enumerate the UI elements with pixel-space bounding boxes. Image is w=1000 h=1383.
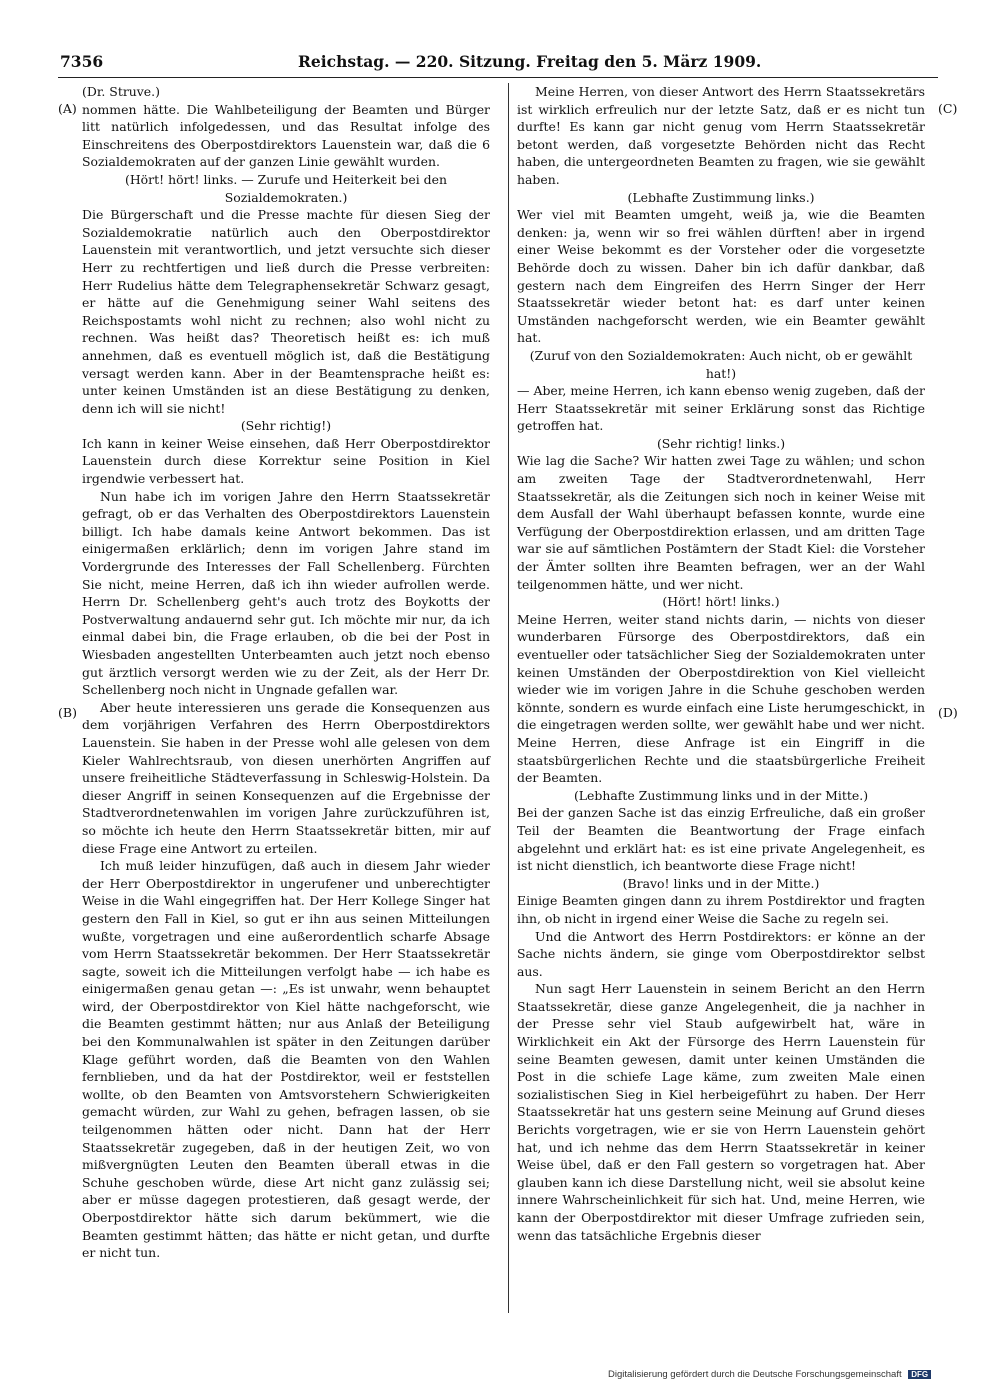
interjection: (Lebhafte Zustimmung links.) [627,189,815,205]
paragraph: Wer viel mit Beamten umgeht, weiß ja, wie die Beamten denken: ja, wenn wir so frei wählen dürften! aber in irgend einer Weise bekommt es der Vorsteher oder die vorgesetzte Behörde doch zu wissen. Daher bin ich dafür dankbar, daß gestern nach dem Eingreifen des Herrn Singer der Herr Staatssekretär wieder betont hat: es darf unter keinen Umständen nachgeforscht werden, wie ein Beamter gewählt hat. [517,207,925,346]
margin-mark-a: (A) [58,101,77,116]
header-rule [58,77,938,78]
interjection: (Bravo! links und in der Mitte.) [622,875,820,891]
interjection: (Hört! hört! links.) [662,594,780,610]
dfg-logo: DFG [908,1370,931,1379]
paragraph: Ich kann in keiner Weise einsehen, daß Herr Oberpostdirektor Lauenstein durch diese Korrektur seine Position in Kiel irgendwie verbessert hat. [82,435,490,487]
margin-mark-d: (D) [938,705,958,720]
speaker-name: (Dr. Struve.) [82,84,160,99]
footer-credit: Digitalisierung gefördert durch die Deutsche Forschungsgemeinschaft [608,1369,902,1380]
page-header [60,52,940,74]
paragraph: Meine Herren, von dieser Antwort des Herrn Staatssekretärs ist wirklich erfreulich nur der letzte Satz, daß er es nicht tun durfte! Es kann gar nicht genug vom Herrn Staatssekretär betont werden, daß vorgesetzte Behörden nicht das Recht haben, die untergeordneten Beamten zu fragen, wie sie gewählt haben. [517,84,925,187]
column-separator [508,83,509,1313]
paragraph: Wie lag die Sache? Wir hatten zwei Tage zu wählen; und schon am zweiten Tage der Stadtverordnetenwahl, Herr Staatssekretär, als die Zeitungen sich noch in keiner Weise mit dem Ausfall der Wahl überhaupt befassen konnte, wurde eine Verfügung der Oberpostdirektion erlassen, und am dritten Tage war sie auf sämtlichen Postämtern der Stadt Kiel: die Vorsteher der Ämter sollten ihre Beamten befragen, wer an der Wahl teilgenommen hätte, und wer nicht. [517,453,925,592]
right-column [517,83,925,1244]
paragraph: Bei der ganzen Sache ist das einzig Erfreuliche, daß ein großer Teil der Beamten die Beantwortung der Frage einfach abgelehnt und erklärt hat: es ist eine private Angelegenheit, es ist nicht dienstlich, ich beantworte diese Frage nicht! [517,805,925,874]
paragraph: Einige Beamten gingen dann zu ihrem Postdirektor und fragten ihn, ob nicht in irgend einer Weise die Sache zu regeln sei. [517,893,925,926]
footer [608,1369,982,1383]
margin-mark-c: (C) [938,101,958,116]
paragraph: Und die Antwort des Herrn Postdirektors: er könne an der Sache nichts ändern, sie ginge vom Oberpostdirektor selbst aus. [517,928,925,979]
margin-mark-b: (B) [58,705,77,720]
paragraph: Ich muß leider hinzufügen, daß auch in diesem Jahr wieder der Herr Oberpostdirektor in ungerufener und unberechtigter Weise in die Wahl eingegriffen hat. Der Herr Kollege Singer hat gestern den Fall in Kiel, so gut er ihn aus seinen Mitteilungen wußte, vorgetragen und eine außerordentlich scharfe Absage vom Herrn Staatssekretär bekommen. Der Herr Staatssekretär sagte, soweit ich die Mitteilungen verfolgt habe — ich habe es einigermaßen genau getan —: „Es ist unwahr, wenn behauptet wird, der Oberpostdirektor von Kiel hätte nachgeforscht, wie die Beamten gestimmt hätten; nur aus Anlaß der Beteiligung bei den Kommunalwahlen ist später in den Zeitungen darüber Klage geführt worden, daß die Beamten von den Wahlen fernblieben, und da hat der Postdirektor, weil er feststellen wollte, ob den Beamten von Amtsvorstehern Schwierigkeiten gemacht würden, zur Wahl zu gehen, befragen lassen, ob sie teilgenommen hätten oder nicht. Dann hat der Herr Staatssekretär zugegeben, daß in der heutigen Zeit, wo von mißvergnügten Leuten den Beamten überall etwas in die Schuhe geschoben würde, diese Art nicht ganz zulässig sei; aber er müsse dagegen protestieren, daß gesagt werde, der Oberpostdirektor hätte sich darum bekümmert, wie die Beamten gestimmt hätten; das hätte er nicht getan, und durfte er nicht tun. [82,858,490,1261]
paragraph: Aber heute interessieren uns gerade die Konsequenzen aus dem vorjährigen Verfahren des Herrn Oberpostdirektors Lauenstein. Sie haben in der Presse wohl alle gelesen von dem Kieler Wahlrechtsraub, von diesen unerhörten Angriffen auf unsere freiheitliche Städteverfassung in Schleswig-Holstein. Da dieser Angriff in seinen Konsequenzen auf die Ergebnisse der Stadtverordnetenwahlen im vorigen Jahre zurückzuführen ist, so möchte ich heute den Herrn Staatssekretär bitten, mir auf diese Frage eine Antwort zu erteilen. [82,699,490,856]
paragraph: Die Bürgerschaft und die Presse machte für diesen Sieg der Sozialdemokratie natürlich auch den Oberpostdirektor Lauenstein mit verantwortlich, und jetzt versuchte sich dieser Herr zu rechtfertigen und ließ durch die Presse verbreiten: Herr Rudelius hätte dem Telegraphensekretär Schwarz gesagt, er hätte auf die Genehmigung seiner Wahl seitens des Reichspostamts wohl nicht zu rechnen; also wohl nicht zu rechnen. Was heißt das? Theoretisch heißt es: ich muß annehmen, daß es eventuell möglich ist, daß die Bestätigung versagt werden kann. Aber in der Beamtensprache heißt es: unter keinen Umständen ist an diese Bestätigung zu denken, denn ich will sie nicht! [82,207,490,416]
running-title: Reichstag. — 220. Sitzung. Freitag den 5. März 1909. [298,52,762,71]
left-column [82,83,490,1262]
interjection: (Sehr richtig! links.) [656,435,786,451]
paragraph: nommen hätte. Die Wahlbeteiligung der Beamten und Bürger litt natürlich infolgedessen, und das Resultat infolge des Einschreitens des Oberpostdirektors Lauenstein war, daß die 6 Sozialdemokraten auf der ganzen Linie gewählt wurden. [82,101,490,170]
paragraph: Meine Herren, weiter stand nichts darin, — nichts von dieser wunderbaren Fürsorge des Oberpostdirektors, daß ein eventueller oder tatsächlicher Sieg der Sozialdemokraten unter keinen Umständen der Oberpostdirektion von Kiel vielleicht wieder wie im vorigen Jahre in die Schuhe geschoben werden könnte, sondern es wurde einfach eine Liste herumgeschickt, in die eingetragen werden sollte, wer gewählt habe und wer nicht. Meine Herren, diese Anfrage ist ein Eingriff in die staatsbürgerlichen Rechte und die staatsbürgerliche Freiheit der Beamten. [517,611,925,786]
interjection: (Sehr richtig!) [240,418,332,434]
interjection: (Zuruf von den Sozialdemokraten: Auch nicht, ob er gewählt hat!) [529,347,913,381]
interjection: (Hört! hört! links. — Zurufe und Heiterkeit bei den Sozialdemokraten.) [124,171,448,205]
paragraph: Nun habe ich im vorigen Jahre den Herrn Staatssekretär gefragt, ob er das Verhalten des Oberpostdirektors Lauenstein billigt. Ich habe damals keine Antwort bekommen. Das ist einigermaßen erklärlich; denn im vorigen Jahre stand im Vordergrunde des Interesses der Fall Schellenberg. Fürchten Sie nicht, meine Herren, daß ich ihn wieder aufrollen werde. Herrn Dr. Schellenberg geht's auch trotz des Boykotts der Postverwaltung andauernd sehr gut. Ich möchte mir nur, da ich einmal dabei bin, die Frage erlauben, ob die bei der Post in Wiesbaden angestellten Unterbeamten auch jetzt noch ebenso gut ärztlich versorgt werden wie zu der Zeit, als der Herr Dr. Schellenberg noch nicht in Ungnade gefallen war. [82,488,490,698]
paragraph: — Aber, meine Herren, ich kann ebenso wenig zugeben, daß der Herr Staatssekretär mit seiner Erklärung sonst das Richtige getroffen hat. [517,383,925,434]
interjection: (Lebhafte Zustimmung links und in der Mitte.) [573,787,869,803]
page-number: 7356 [60,52,104,71]
paragraph: Nun sagt Herr Lauenstein in seinem Bericht an den Herrn Staatssekretär, diese ganze Angelegenheit, die ja nachher in der Presse sehr viel Staub aufgewirbelt hat, wäre in Wirklichkeit ein Akt der Fürsorge des Herrn Lauenstein für seine Beamten gewesen, damit unter keinen Umständen die Post in die schiefe Lage käme, zum zweiten Male einen sozialistischen Sieg in Kiel herbeigeführt zu haben. Der Herr Staatssekretär hat uns gestern seine Meinung auf Grund dieses Berichts vorgetragen, wie er sie von Herrn Lauenstein gehört hat, und ich nehme das dem Herrn Staatssekretär in keiner Weise übel, daß er den Fall gestern so vorgetragen hat. Aber glauben kann ich diese Darstellung nicht, weil sie absolut keine innere Wahrscheinlichkeit für sich hat. Und, meine Herren, wie kann der Oberpostdirektor mit dieser Umfrage zufrieden sein, wenn das tatsächliche Ergebnis dieser [517,981,925,1243]
